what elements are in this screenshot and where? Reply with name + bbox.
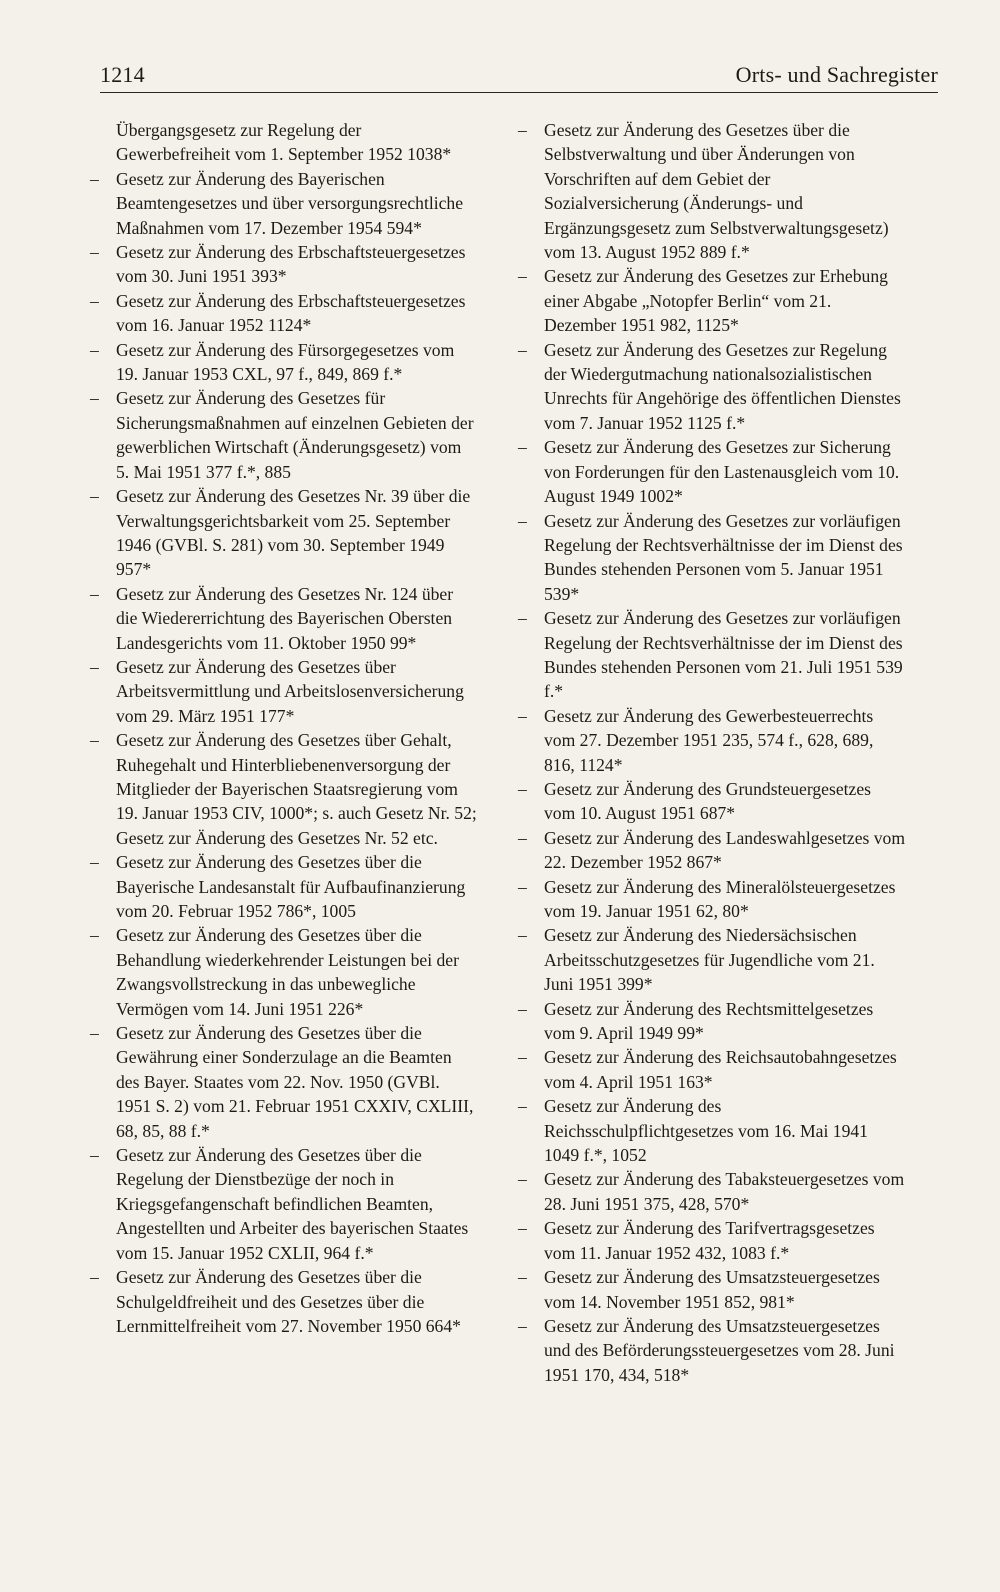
index-entry: – Gesetz zur Änderung des Grundsteuergesetzes vom 10. August 1951 687*: [528, 777, 906, 826]
index-entry: – Gesetz zur Änderung des Gesetzes für Sicherungsmaßnahmen auf einzelnen Gebieten der gewerblichen Wirtschaft (Änderungsgesetz) vom 5. Mai 1951 377 f.*, 885: [100, 386, 478, 484]
index-column-left: [100, 118, 478, 1338]
index-entry: – Gesetz zur Änderung des Gesetzes über die Regelung der Dienstbezüge der noch in Kriegsgefangenschaft befindlichen Beamten, Angestellten und Arbeiter des bayerischen Staates vom 15. Januar 1952 CXLII, 964 f.*: [100, 1143, 478, 1265]
index-entry: – Gesetz zur Änderung des Gewerbesteuerrechts vom 27. Dezember 1951 235, 574 f., 628, 689, 816, 1124*: [528, 704, 906, 777]
index-entry: – Gesetz zur Änderung des Gesetzes zur Erhebung einer Abgabe „Notopfer Berlin“ vom 21. Dezember 1951 982, 1125*: [528, 264, 906, 337]
page-number: 1214: [100, 62, 145, 87]
index-entry: – Gesetz zur Änderung des Fürsorgegesetzes vom 19. Januar 1953 CXL, 97 f., 849, 869 f.*: [100, 338, 478, 387]
index-entry: – Gesetz zur Änderung des Niedersächsischen Arbeitsschutzgesetzes für Jugendliche vom 21. Juni 1951 399*: [528, 923, 906, 996]
index-entry: – Gesetz zur Änderung des Reichsschulpflichtgesetzes vom 16. Mai 1941 1049 f.*, 1052: [528, 1094, 906, 1167]
index-entry: – Gesetz zur Änderung des Bayerischen Beamtengesetzes und über versorgungsrechtliche Maßnahmen vom 17. Dezember 1954 594*: [100, 167, 478, 240]
index-entry: – Gesetz zur Änderung des Tabaksteuergesetzes vom 28. Juni 1951 375, 428, 570*: [528, 1167, 906, 1216]
index-column-right: [528, 118, 906, 1387]
index-entry: – Gesetz zur Änderung des Gesetzes zur Sicherung von Forderungen für den Lastenausgleich vom 10. August 1949 1002*: [528, 435, 906, 508]
index-entry: – Gesetz zur Änderung des Reichsautobahngesetzes vom 4. April 1951 163*: [528, 1045, 906, 1094]
index-entry: Übergangsgesetz zur Regelung der Gewerbefreiheit vom 1. September 1952 1038*: [116, 120, 452, 165]
index-entry: – Gesetz zur Änderung des Erbschaftsteuergesetzes vom 16. Januar 1952 1124*: [100, 289, 478, 338]
index-entry: – Gesetz zur Änderung des Gesetzes zur vorläufigen Regelung der Rechtsverhältnisse der im Dienst des Bundes stehenden Personen vom 5. Januar 1951 539*: [528, 509, 906, 607]
index-entry: – Gesetz zur Änderung des Gesetzes über Arbeitsvermittlung und Arbeitslosenversicherung vom 29. März 1951 177*: [100, 655, 478, 728]
index-entry: – Gesetz zur Änderung des Gesetzes über die Schulgeldfreiheit und des Gesetzes über die Lernmittelfreiheit vom 27. November 1950 664*: [100, 1265, 478, 1338]
running-title: Orts- und Sachregister: [735, 62, 938, 87]
page-header: [100, 52, 938, 93]
index-entry: – Gesetz zur Änderung des Gesetzes über die Selbstverwaltung und über Änderungen von Vorschriften auf dem Gebiet der Sozialversicherung (Änderungs- und Ergänzungsgesetz zum Selbstverwaltungsgesetz) vom 13. August 1952 889 f.*: [528, 118, 906, 264]
index-entry: – Gesetz zur Änderung des Erbschaftsteuergesetzes vom 30. Juni 1951 393*: [100, 240, 478, 289]
index-entry: – Gesetz zur Änderung des Rechtsmittelgesetzes vom 9. April 1949 99*: [528, 997, 906, 1046]
index-entry: – Gesetz zur Änderung des Mineralölsteuergesetzes vom 19. Januar 1951 62, 80*: [528, 875, 906, 924]
index-entry: – Gesetz zur Änderung des Gesetzes zur vorläufigen Regelung der Rechtsverhältnisse der im Dienst des Bundes stehenden Personen vom 21. Juli 1951 539 f.*: [528, 606, 906, 704]
index-entry: – Gesetz zur Änderung des Umsatzsteuergesetzes vom 14. November 1951 852, 981*: [528, 1265, 906, 1314]
index-entry: – Gesetz zur Änderung des Tarifvertragsgesetzes vom 11. Januar 1952 432, 1083 f.*: [528, 1216, 906, 1265]
index-entry: – Gesetz zur Änderung des Gesetzes zur Regelung der Wiedergutmachung nationalsozialistischen Unrechts für Angehörige des öffentlichen Dienstes vom 7. Januar 1952 1125 f.*: [528, 338, 906, 436]
index-entry: – Gesetz zur Änderung des Gesetzes über die Bayerische Landesanstalt für Aufbaufinanzierung vom 20. Februar 1952 786*, 1005: [100, 850, 478, 923]
index-entry: – Gesetz zur Änderung des Landeswahlgesetzes vom 22. Dezember 1952 867*: [528, 826, 906, 875]
index-entry: – Gesetz zur Änderung des Umsatzsteuergesetzes und des Beförderungssteuergesetzes vom 28. Juni 1951 170, 434, 518*: [528, 1314, 906, 1387]
index-entry: – Gesetz zur Änderung des Gesetzes über Gehalt, Ruhegehalt und Hinterbliebenenversorgung der Mitglieder der Bayerischen Staatsregierung vom 19. Januar 1953 CIV, 1000*; s. auch Gesetz Nr. 52; Gesetz zur Änderung des Gesetzes Nr. 52 etc.: [100, 728, 478, 850]
index-entry: – Gesetz zur Änderung des Gesetzes über die Gewährung einer Sonderzulage an die Beamten des Bayer. Staates vom 22. Nov. 1950 (GVBl. 1951 S. 2) vom 21. Februar 1951 CXXIV, CXLIII, 68, 85, 88 f.*: [100, 1021, 478, 1143]
index-entry: – Gesetz zur Änderung des Gesetzes Nr. 124 über die Wiedererrichtung des Bayerischen Obersten Landesgerichts vom 11. Oktober 1950 99*: [100, 582, 478, 655]
index-entry: – Gesetz zur Änderung des Gesetzes über die Behandlung wiederkehrender Leistungen bei der Zwangsvollstreckung in das unbewegliche Vermögen vom 14. Juni 1951 226*: [100, 923, 478, 1021]
index-entry: – Gesetz zur Änderung des Gesetzes Nr. 39 über die Verwaltungsgerichtsbarkeit vom 25. September 1946 (GVBl. S. 281) vom 30. September 1949 957*: [100, 484, 478, 582]
